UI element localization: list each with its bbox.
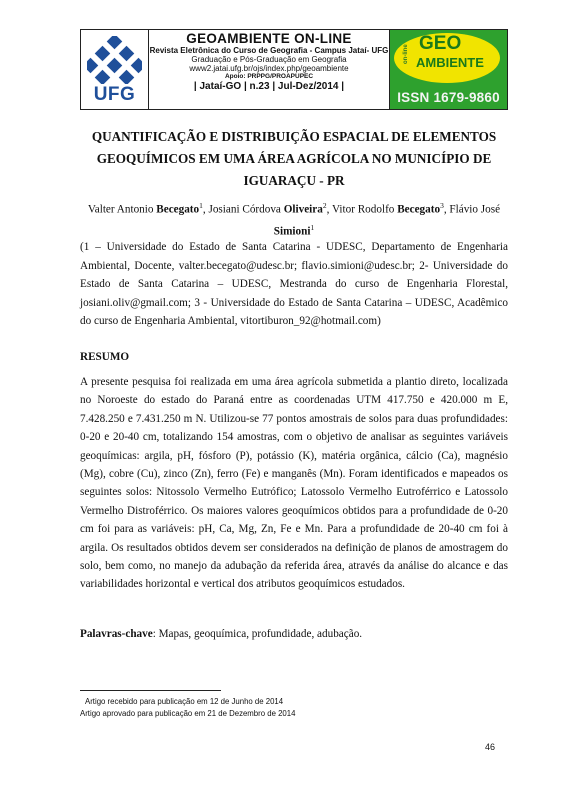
- author-family-name: Oliveira: [283, 203, 323, 216]
- author-given-name: , Flávio José: [443, 203, 501, 216]
- journal-url[interactable]: www2.jatai.ufg.br/ojs/index.php/geoambiente: [189, 64, 349, 73]
- title-line: GEOQUÍMICOS EM UMA ÁREA AGRÍCOLA NO MUNICÍPIO DE: [96, 151, 492, 166]
- author-given-name: , Josiani Córdova: [202, 203, 284, 216]
- journal-support: Apoio: PRPPG/PROAPUPEC: [224, 73, 314, 80]
- journal-issue: | Jataí-GO | n.23 | Jul-Dez/2014 |: [193, 81, 345, 92]
- issn: ISSN 1679-9860: [397, 90, 500, 105]
- ufg-logo: [81, 30, 149, 109]
- article-title: [80, 126, 508, 192]
- author-affil-ref: 2: [322, 201, 327, 210]
- affiliations: (1 – Universidade do Estado de Santa Catarina - UDESC, Departamento de Engenharia Ambiental, Docente, valter.becegato@udesc.br; flavio.simioni@udesc.br; 2- Universidade do Estado de Santa Catarina – UDESC, Mestranda do curso de Engenharia Florestal, josiani.oliv@gmail.com; 3 - Universidade do Estado de Santa Catarina – UDESC, Acadêmico do curso de Engenharia Ambiental, vitortiburon_92@hotmail.com): [80, 241, 508, 327]
- keywords-list: : Mapas, geoquímica, profundidade, adubação.: [152, 628, 363, 640]
- title-line: QUANTIFICAÇÃO E DISTRIBUIÇÃO ESPACIAL DE ELEMENTOS: [91, 129, 497, 144]
- author-affil-ref: 3: [440, 201, 444, 210]
- footnote-approved: Artigo aprovado para publicação em 21 de Dezembro de 2014: [80, 709, 296, 718]
- author-affil-ref: 1: [310, 222, 315, 232]
- badge-online-text: on-line: [403, 44, 409, 64]
- badge-ambiente-text: AMBIENTE: [416, 55, 484, 70]
- author-given-name: Valter Antonio: [87, 203, 157, 216]
- author-family-name: Becegato: [156, 203, 200, 216]
- ufg-squares-icon: [87, 36, 142, 84]
- keywords-label: Palavras-chave: [80, 628, 153, 640]
- abstract-heading: RESUMO: [80, 351, 130, 363]
- journal-program: Graduação e Pós-Graduação em Geografia: [191, 55, 347, 64]
- journal-info: [149, 30, 389, 109]
- journal-subtitle: Revista Eletrônica do Curso de Geografia - Campus Jataí- UFG: [149, 46, 389, 55]
- author-family-name: Becegato: [397, 203, 441, 216]
- title-line: IGUARAÇU - PR: [243, 173, 345, 188]
- page-number: 46: [485, 742, 496, 752]
- ufg-logo-text: UFG: [93, 84, 136, 105]
- author-given-name: , Vitor Rodolfo: [326, 203, 398, 216]
- journal-header: [80, 29, 508, 110]
- keywords: [80, 628, 508, 640]
- journal-title: GEOAMBIENTE ON-LINE: [186, 31, 352, 46]
- abstract-text: A presente pesquisa foi realizada em uma área agrícola submetida a plantio direto, localizada no Noroeste do estado do Paraná entre as coordenadas UTM 417.750 e 420.000 m E, 7.428.250 e 7.431.250 m N. Utilizou-se 77 pontos amostrais de solos para duas profundidades: 0-20 e 20-40 cm, totalizando 154 amostras, com o objetivo de analisar as seguintes variáveis geoquímicas: argila, pH, fósforo (P), potássio (K), matéria orgânica, cálcio (Ca), magnésio (Mg), cobre (Cu), zinco (Zn), ferro (Fe) e manganês (Mn). Foram identificados e mapeados os seguintes solos: Nitossolo Vermelho Eutrófico; Latossolo Vermelho Eutroférrico e Latossolo Vermelho Distroférrico. Os maiores valores geoquímicos obtidos para a profundidade de 0-20 cm foi para as variáveis: pH, Ca, Mg, Zn, Fe e Mn. Para a profundidade de 20-40 cm foi à argila. Os resultados obtidos devem ser considerados na definição de planos de amostragem do solo, bem como, no manejo da adubação da referida área, através da análise do alcance e das variabilidades horizontal e vertical dos atributos geoquímicos estudados.: [80, 376, 508, 591]
- author-affil-ref: 1: [199, 201, 203, 210]
- badge-geo-text: GEO: [419, 33, 462, 54]
- author-list: [80, 197, 508, 240]
- geoambiente-badge: [389, 30, 507, 109]
- author-family-name: Simioni: [273, 225, 311, 238]
- footnote-divider: [80, 690, 221, 691]
- footnote-received: Artigo recebido para publicação em 12 de Junho de 2014: [85, 697, 284, 706]
